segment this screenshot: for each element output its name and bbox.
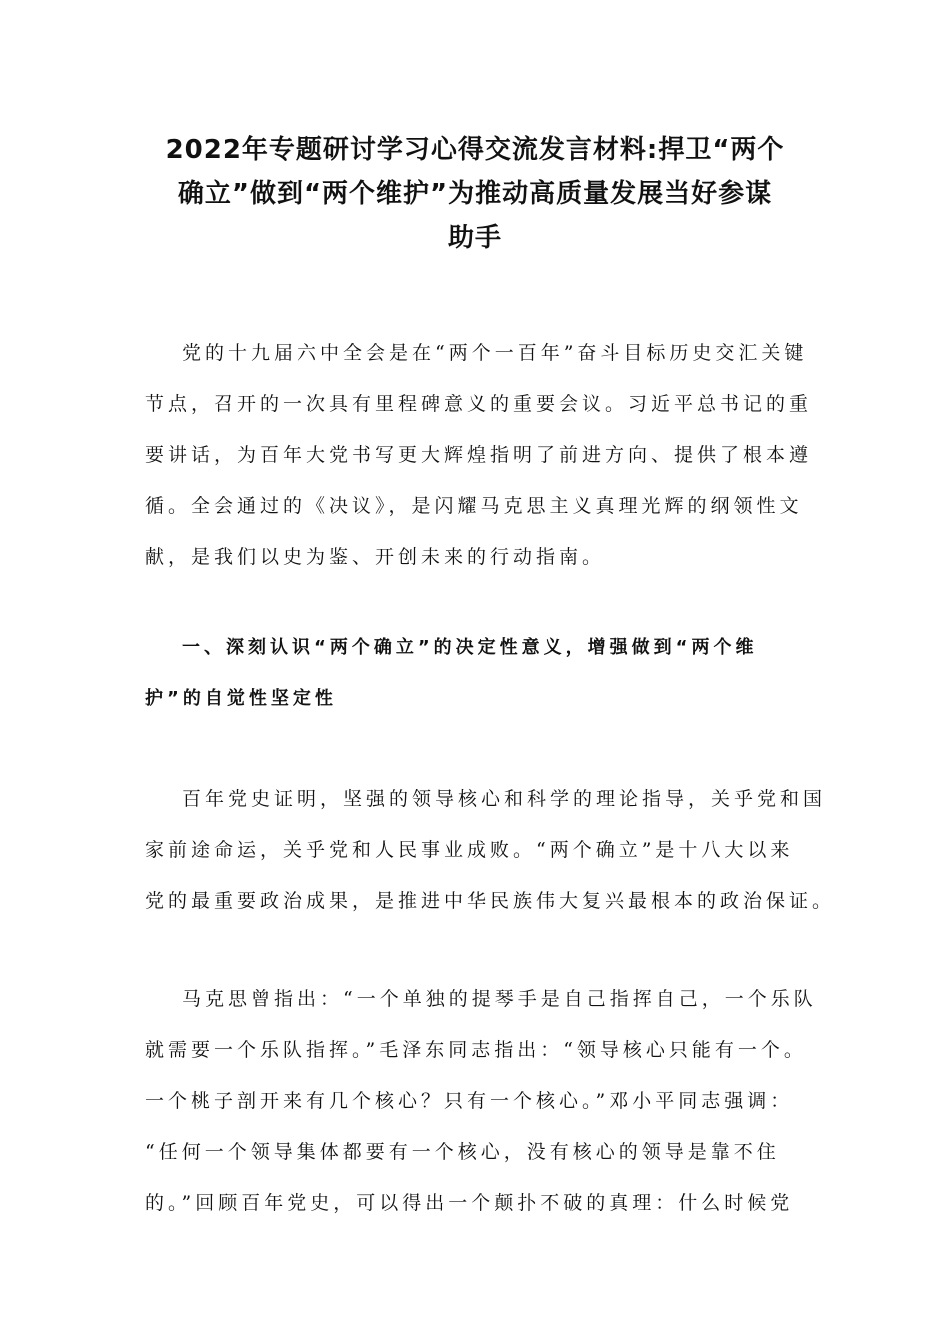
paragraph-line: 循。全会通过的《决议》，是闪耀马克思主义真理光辉的纲领性文 [145,495,803,517]
paragraph-line: 党的十九届六中全会是在“两个一百年”奋斗目标历史交汇关键 [182,342,808,364]
heading-line: 一、深刻认识“两个确立”的决定性意义，增强做到“两个维 [182,637,758,658]
body-paragraph [145,974,835,1229]
paragraph-line: 节点，召开的一次具有里程碑意义的重要会议。习近平总书记的重 [145,393,813,415]
intro-paragraph [145,328,835,583]
paragraph-line: 党的最重要政治成果，是推进中华民族伟大复兴最根本的政治保证。 [145,890,835,912]
paragraph-line: 一个桃子剖开来有几个核心？只有一个核心。”邓小平同志强调： [145,1090,794,1112]
paragraph-line: 就需要一个乐队指挥。”毛泽东同志指出：“领导核心只能有一个。 [145,1039,807,1061]
paragraph-line: 献，是我们以史为鉴、开创未来的行动指南。 [145,546,606,568]
section-heading [145,622,835,724]
document-title [120,128,830,260]
paragraph-line: 要讲话，为百年大党书写更大辉煌指明了前进方向、提供了根本遵 [145,444,813,466]
paragraph-line: “任何一个领导集体都要有一个核心，没有核心的领导是靠不住 [145,1141,780,1163]
paragraph-line: 的。”回顾百年党史，可以得出一个颠扑不破的真理：什么时候党 [145,1192,794,1214]
title-line: 助手 [447,223,502,253]
paragraph-line: 马克思曾指出：“一个单独的提琴手是自己指挥自己，一个乐队 [182,988,817,1010]
title-line: 2022年专题研讨学习心得交流发言材料:捍卫“两个 [165,135,785,165]
paragraph-line: 家前途命运，关乎党和人民事业成败。“两个确立”是十八大以来 [145,839,794,861]
body-paragraph [145,774,835,927]
title-line: 确立”做到“两个维护”为推动高质量发展当好参谋 [177,179,773,209]
heading-line: 护”的自觉性坚定性 [145,688,337,709]
paragraph-line: 百年党史证明，坚强的领导核心和科学的理论指导，关乎党和国 [182,788,827,810]
